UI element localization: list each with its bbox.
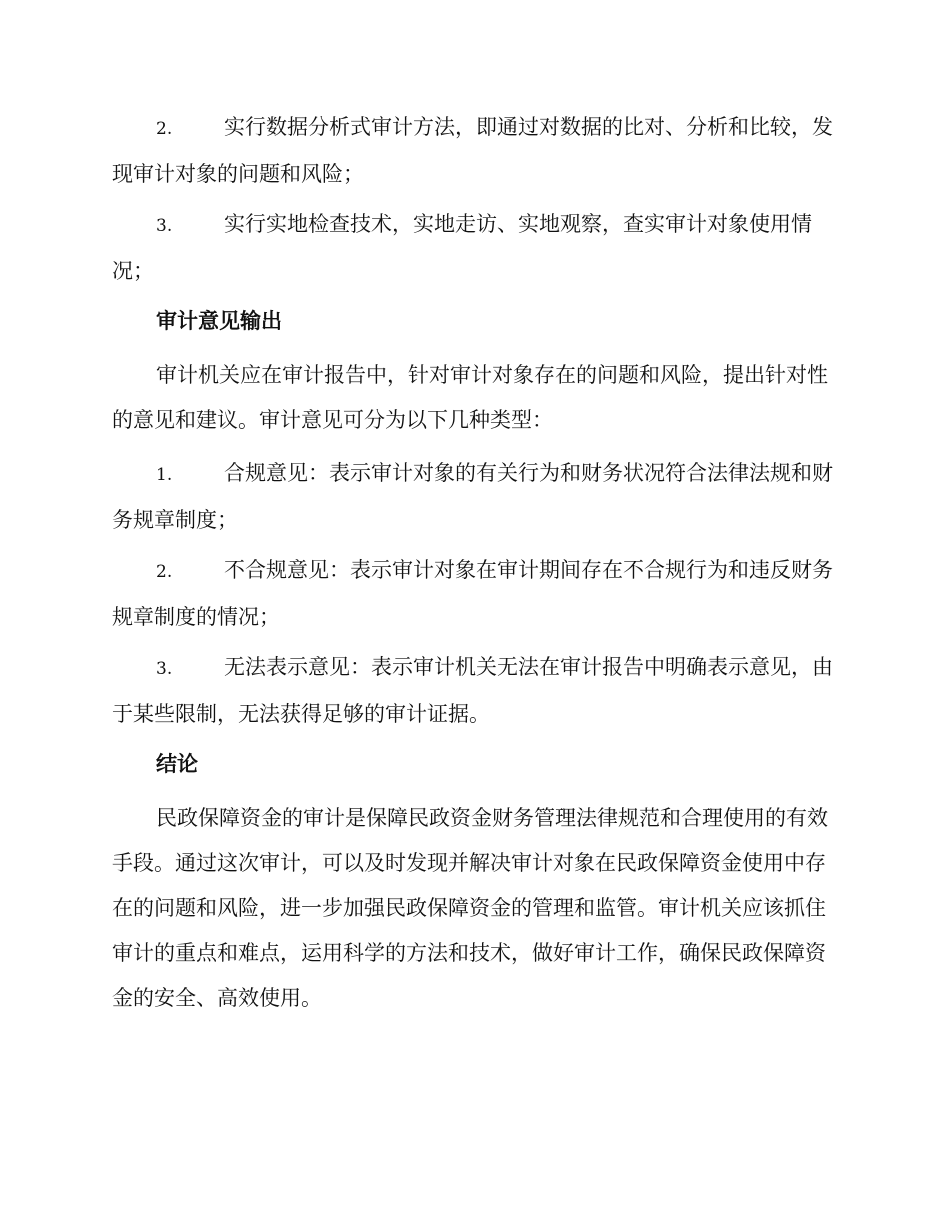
list-item-text: 无法表示意见：表示审计机关无法在审计报告中明确表示意见，由于某些限制，无法获得足够的审计证据。 — [112, 655, 833, 726]
section-heading-audit-opinion: 审计意见输出 — [156, 309, 282, 333]
list-item-field-inspection — [112, 202, 834, 294]
paragraph-conclusion: 民政保障资金的审计是保障民政资金财务管理法律规范和合理使用的有效手段。通过这次审计，可以及时发现并解决审计对象在民政保障资金使用中存在的问题和风险，进一步加强民政保障资金的管理和监管。审计机关应该抓住审计的重点和难点，运用科学的方法和技术，做好审计工作，确保民政保障资金的安全、高效使用。 — [112, 806, 828, 1010]
list-number: 1. — [156, 465, 173, 485]
list-item-text: 不合规意见：表示审计对象在审计期间存在不合规行为和违反财务规章制度的情况； — [112, 558, 833, 629]
list-item-disclaimer-opinion — [112, 645, 834, 737]
list-number: 3. — [156, 216, 173, 236]
list-item-noncompliant-opinion — [112, 548, 834, 640]
list-item-text: 实行数据分析式审计方法，即通过对数据的比对、分析和比较，发现审计对象的问题和风险； — [112, 115, 833, 186]
list-number: 2. — [156, 119, 173, 139]
list-number: 2. — [156, 562, 173, 582]
list-item-compliant-opinion — [112, 451, 834, 543]
list-item-text: 实行实地检查技术，实地走访、实地观察，查实审计对象使用情况； — [112, 212, 812, 283]
list-item-data-analysis — [112, 105, 834, 197]
paragraph-audit-opinion: 审计机关应在审计报告中，针对审计对象存在的问题和风险，提出针对性的意见和建议。审计意见可分为以下几种类型： — [112, 363, 828, 432]
list-item-text: 合规意见：表示审计对象的有关行为和财务状况符合法律法规和财务规章制度； — [112, 461, 833, 532]
list-number: 3. — [156, 659, 173, 679]
section-heading-conclusion: 结论 — [156, 752, 198, 776]
